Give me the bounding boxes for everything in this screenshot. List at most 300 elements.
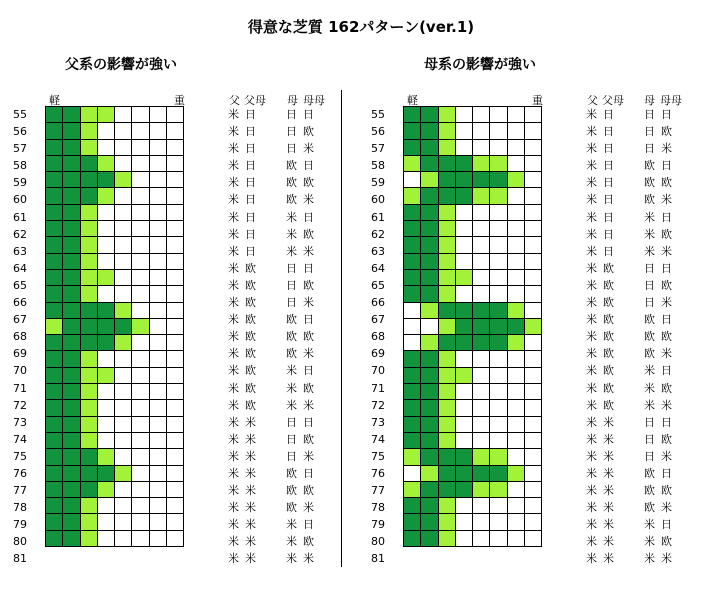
cell-strong	[46, 237, 63, 253]
sire-dam-code: 日	[245, 159, 256, 173]
cell-empty	[455, 237, 472, 253]
cell-weak	[115, 172, 132, 188]
dam-dam-code: 日	[303, 313, 314, 327]
cell-strong	[438, 465, 455, 481]
sire-dam-code: 米	[245, 466, 256, 480]
row-number: 80	[13, 535, 27, 549]
grid-row	[46, 286, 184, 302]
sire-code: 米	[228, 484, 239, 498]
cell-empty	[97, 400, 114, 416]
cell-empty	[507, 449, 524, 465]
cell-empty	[97, 286, 114, 302]
sire-dam-code: 欧	[245, 381, 256, 395]
cell-strong	[455, 188, 472, 204]
sire-code: 米	[228, 449, 239, 463]
dam-code: 日	[644, 432, 655, 446]
sire-dam-code: 米	[603, 432, 614, 446]
sire-code: 米	[586, 176, 597, 190]
sire-dam-code: 米	[603, 466, 614, 480]
sire-dam-code: 欧	[603, 364, 614, 378]
cell-empty	[132, 155, 149, 171]
dam-dam-code: 日	[303, 159, 314, 173]
cell-empty	[404, 302, 421, 318]
cell-strong	[490, 335, 507, 351]
cell-empty	[167, 384, 184, 400]
cell-strong	[63, 221, 80, 237]
sire-code: 米	[228, 381, 239, 395]
row-number: 77	[371, 484, 385, 498]
dam-dam-code: 日	[303, 466, 314, 480]
cell-empty	[490, 237, 507, 253]
sire-dam-code: 欧	[603, 398, 614, 412]
sire-code: 米	[586, 398, 597, 412]
cell-empty	[167, 139, 184, 155]
grid-row	[404, 172, 542, 188]
cell-empty	[115, 367, 132, 383]
dam-code: 米	[644, 398, 655, 412]
grid-row	[46, 498, 184, 514]
grid-row	[404, 498, 542, 514]
row-number: 64	[13, 261, 27, 275]
row-number: 71	[371, 381, 385, 395]
grid-row	[404, 400, 542, 416]
dam-dam-code: 欧	[303, 125, 314, 139]
dam-dam-code: 米	[661, 142, 672, 156]
cell-empty	[507, 204, 524, 220]
cell-strong	[80, 155, 97, 171]
row-number: 74	[13, 432, 27, 446]
sire-code: 米	[228, 501, 239, 515]
cell-weak	[473, 481, 490, 497]
cell-empty	[167, 123, 184, 139]
cell-strong	[473, 465, 490, 481]
cell-empty	[149, 139, 166, 155]
sire-code: 米	[586, 210, 597, 224]
row-number: 57	[13, 142, 27, 156]
row-number: 73	[371, 415, 385, 429]
cell-empty	[132, 498, 149, 514]
cell-strong	[63, 351, 80, 367]
dam-dam-code: 日	[661, 261, 672, 275]
row-number: 59	[371, 176, 385, 190]
sire-code: 米	[228, 552, 239, 566]
cell-weak	[80, 269, 97, 285]
cell-strong	[404, 351, 421, 367]
grid-row	[404, 139, 542, 155]
cell-empty	[473, 416, 490, 432]
sire-code: 米	[228, 330, 239, 344]
sire-code: 米	[228, 244, 239, 258]
cell-empty	[507, 400, 524, 416]
cell-empty	[97, 514, 114, 530]
sire-code: 米	[586, 552, 597, 566]
cell-empty	[149, 107, 166, 123]
row-number: 71	[13, 381, 27, 395]
sire-code: 米	[586, 432, 597, 446]
cell-empty	[149, 286, 166, 302]
cell-empty	[149, 253, 166, 269]
sire-code: 米	[228, 518, 239, 532]
dam-code: 欧	[644, 501, 655, 515]
cell-weak	[80, 253, 97, 269]
cell-empty	[525, 302, 542, 318]
row-number: 75	[13, 449, 27, 463]
row-number: 55	[371, 108, 385, 121]
dam-code: 欧	[286, 466, 297, 480]
cell-empty	[167, 449, 184, 465]
row-number: 77	[13, 484, 27, 498]
cell-strong	[455, 318, 472, 334]
dam-code: 日	[286, 415, 297, 429]
cell-empty	[132, 384, 149, 400]
cell-weak	[438, 367, 455, 383]
cell-strong	[404, 107, 421, 123]
cell-strong	[421, 432, 438, 448]
dam-code: 日	[644, 108, 655, 121]
row-number: 62	[371, 227, 385, 241]
cell-strong	[63, 449, 80, 465]
sire-dam-code: 米	[603, 518, 614, 532]
grid-row	[404, 351, 542, 367]
dam-dam-code: 欧	[303, 278, 314, 292]
cell-empty	[167, 416, 184, 432]
cell-empty	[97, 221, 114, 237]
cell-empty	[167, 286, 184, 302]
cell-weak	[46, 318, 63, 334]
cell-weak	[115, 302, 132, 318]
dam-dam-code: 欧	[661, 176, 672, 190]
grid-row	[404, 318, 542, 334]
grid-row	[46, 481, 184, 497]
cell-empty	[115, 530, 132, 546]
cell-strong	[46, 449, 63, 465]
grid-row	[46, 465, 184, 481]
grid-row	[404, 449, 542, 465]
cell-weak	[97, 367, 114, 383]
cell-weak	[80, 400, 97, 416]
header-sire: 父	[587, 94, 598, 107]
cell-strong	[421, 188, 438, 204]
cell-strong	[46, 432, 63, 448]
sire-code: 米	[586, 347, 597, 361]
sire-dam-code: 日	[245, 227, 256, 241]
cell-strong	[63, 514, 80, 530]
cell-strong	[80, 302, 97, 318]
cell-empty	[149, 367, 166, 383]
row-number: 64	[371, 261, 385, 275]
sire-dam-code: 欧	[603, 347, 614, 361]
dam-code: 日	[644, 125, 655, 139]
cell-strong	[404, 367, 421, 383]
sire-code: 米	[228, 347, 239, 361]
sire-dam-code: 欧	[603, 296, 614, 310]
cell-strong	[507, 318, 524, 334]
cell-weak	[438, 286, 455, 302]
cell-empty	[149, 335, 166, 351]
row-number: 61	[371, 210, 385, 224]
cell-empty	[97, 139, 114, 155]
dam-code: 日	[286, 278, 297, 292]
dam-dam-code: 米	[661, 449, 672, 463]
dam-code: 欧	[644, 313, 655, 327]
cell-empty	[115, 416, 132, 432]
cell-weak	[438, 530, 455, 546]
sire-dam-code: 欧	[245, 364, 256, 378]
dam-code: 米	[644, 518, 655, 532]
grid-row	[404, 269, 542, 285]
cell-empty	[525, 155, 542, 171]
cell-empty	[167, 107, 184, 123]
cell-strong	[97, 172, 114, 188]
cell-empty	[473, 123, 490, 139]
cell-empty	[455, 107, 472, 123]
cell-strong	[97, 335, 114, 351]
cell-empty	[455, 384, 472, 400]
light-label: 軽	[407, 94, 418, 107]
row-number: 78	[371, 501, 385, 515]
cell-empty	[115, 481, 132, 497]
sire-code: 米	[586, 381, 597, 395]
cell-empty	[97, 204, 114, 220]
row-number: 65	[371, 278, 385, 292]
dam-code: 米	[644, 552, 655, 566]
grid-row	[404, 367, 542, 383]
sire-dam-code: 米	[245, 415, 256, 429]
sire-dam-code: 欧	[603, 261, 614, 275]
dam-dam-code: 米	[303, 296, 314, 310]
sire-dam-code: 欧	[245, 398, 256, 412]
cell-empty	[507, 155, 524, 171]
cell-weak	[455, 367, 472, 383]
cell-empty	[132, 530, 149, 546]
cell-empty	[167, 269, 184, 285]
row-number: 57	[371, 142, 385, 156]
sire-code: 米	[586, 244, 597, 258]
row-number: 76	[13, 466, 27, 480]
cell-empty	[490, 107, 507, 123]
sire-code: 米	[228, 364, 239, 378]
cell-empty	[490, 367, 507, 383]
sire-dam-code: 日	[245, 142, 256, 156]
cell-empty	[149, 221, 166, 237]
cell-strong	[46, 286, 63, 302]
sire-code: 米	[228, 108, 239, 121]
row-number: 65	[13, 278, 27, 292]
cell-empty	[473, 432, 490, 448]
cell-weak	[421, 302, 438, 318]
cell-empty	[132, 237, 149, 253]
sire-dam-code: 米	[603, 501, 614, 515]
cell-empty	[525, 221, 542, 237]
grid-row	[46, 172, 184, 188]
cell-strong	[455, 481, 472, 497]
cell-empty	[167, 302, 184, 318]
dam-dam-code: 米	[303, 398, 314, 412]
dam-dam-code: 米	[303, 244, 314, 258]
cell-strong	[421, 367, 438, 383]
cell-strong	[63, 286, 80, 302]
cell-strong	[46, 465, 63, 481]
cell-empty	[97, 237, 114, 253]
cell-empty	[473, 253, 490, 269]
cell-strong	[46, 384, 63, 400]
cell-empty	[421, 318, 438, 334]
cell-empty	[167, 530, 184, 546]
cell-empty	[115, 123, 132, 139]
cell-weak	[97, 269, 114, 285]
cell-empty	[473, 384, 490, 400]
cell-empty	[115, 351, 132, 367]
cell-strong	[46, 416, 63, 432]
cell-empty	[132, 286, 149, 302]
cell-strong	[421, 123, 438, 139]
cell-strong	[421, 481, 438, 497]
cell-empty	[455, 514, 472, 530]
cell-empty	[132, 204, 149, 220]
dam-dam-code: 欧	[661, 432, 672, 446]
cell-empty	[525, 139, 542, 155]
dam-dam-code: 日	[661, 415, 672, 429]
sire-code: 米	[586, 484, 597, 498]
cell-empty	[149, 351, 166, 367]
cell-empty	[473, 221, 490, 237]
cell-strong	[63, 302, 80, 318]
dam-code: 日	[286, 125, 297, 139]
dam-code: 米	[286, 244, 297, 258]
dam-code: 米	[286, 210, 297, 224]
cell-strong	[80, 188, 97, 204]
cell-empty	[490, 123, 507, 139]
header-dam: 母	[644, 94, 655, 107]
cell-empty	[525, 107, 542, 123]
cell-empty	[525, 530, 542, 546]
cell-strong	[421, 351, 438, 367]
cell-weak	[490, 188, 507, 204]
sire-code: 米	[586, 466, 597, 480]
cell-empty	[507, 481, 524, 497]
sire-code: 米	[586, 227, 597, 241]
cell-strong	[404, 498, 421, 514]
cell-strong	[404, 269, 421, 285]
cell-empty	[525, 351, 542, 367]
cell-weak	[507, 172, 524, 188]
cell-weak	[80, 416, 97, 432]
cell-strong	[421, 221, 438, 237]
cell-strong	[404, 384, 421, 400]
sire-code: 米	[228, 313, 239, 327]
cell-strong	[404, 514, 421, 530]
cell-strong	[438, 155, 455, 171]
cell-empty	[132, 514, 149, 530]
row-number: 79	[13, 518, 27, 532]
cell-weak	[115, 465, 132, 481]
dam-dam-code: 日	[303, 518, 314, 532]
dam-dam-code: 日	[303, 108, 314, 121]
dam-code: 欧	[644, 466, 655, 480]
cell-strong	[63, 123, 80, 139]
cell-empty	[115, 107, 132, 123]
cell-strong	[490, 302, 507, 318]
cell-empty	[525, 432, 542, 448]
cell-empty	[507, 367, 524, 383]
cell-strong	[63, 269, 80, 285]
sire-dam-code: 米	[245, 501, 256, 515]
cell-empty	[97, 384, 114, 400]
row-number: 56	[13, 125, 27, 139]
cell-empty	[525, 204, 542, 220]
dam-code: 欧	[286, 347, 297, 361]
cell-empty	[167, 221, 184, 237]
cell-weak	[438, 269, 455, 285]
cell-empty	[455, 400, 472, 416]
dam-dam-code: 欧	[303, 330, 314, 344]
cell-empty	[490, 432, 507, 448]
cell-strong	[46, 498, 63, 514]
cell-strong	[63, 367, 80, 383]
sire-code: 米	[228, 466, 239, 480]
cell-empty	[149, 432, 166, 448]
cell-weak	[80, 384, 97, 400]
dam-code: 米	[644, 210, 655, 224]
cell-weak	[80, 351, 97, 367]
cell-empty	[149, 400, 166, 416]
dam-code: 米	[644, 381, 655, 395]
grid-row	[404, 432, 542, 448]
sire-code: 米	[228, 296, 239, 310]
sire-dam-code: 日	[245, 244, 256, 258]
cell-strong	[404, 123, 421, 139]
cell-empty	[97, 498, 114, 514]
dam-code: 欧	[286, 313, 297, 327]
row-number: 62	[13, 227, 27, 241]
cell-empty	[490, 416, 507, 432]
cell-strong	[421, 107, 438, 123]
cell-weak	[490, 155, 507, 171]
cell-weak	[507, 465, 524, 481]
sire-dam-code: 日	[245, 125, 256, 139]
sire-dam-code: 日	[603, 227, 614, 241]
cell-empty	[455, 253, 472, 269]
row-number: 61	[13, 210, 27, 224]
cell-weak	[421, 465, 438, 481]
heavy-label: 重	[532, 94, 543, 107]
cell-weak	[80, 221, 97, 237]
cell-empty	[525, 449, 542, 465]
sire-dam-code: 日	[603, 210, 614, 224]
cell-weak	[97, 481, 114, 497]
sire-dam-code: 米	[245, 432, 256, 446]
grid-row	[46, 139, 184, 155]
cell-strong	[473, 318, 490, 334]
cell-weak	[438, 400, 455, 416]
cell-empty	[455, 139, 472, 155]
dam-code: 日	[286, 432, 297, 446]
cell-strong	[404, 237, 421, 253]
cell-strong	[63, 465, 80, 481]
dam-dam-code: 日	[303, 210, 314, 224]
row-number: 69	[13, 347, 27, 361]
grid-row	[404, 335, 542, 351]
cell-strong	[404, 432, 421, 448]
row-number: 59	[13, 176, 27, 190]
cell-strong	[46, 514, 63, 530]
grid-row	[46, 123, 184, 139]
dam-dam-code: 米	[303, 501, 314, 515]
cell-weak	[473, 449, 490, 465]
row-number: 70	[371, 364, 385, 378]
cell-empty	[525, 237, 542, 253]
cell-empty	[473, 269, 490, 285]
